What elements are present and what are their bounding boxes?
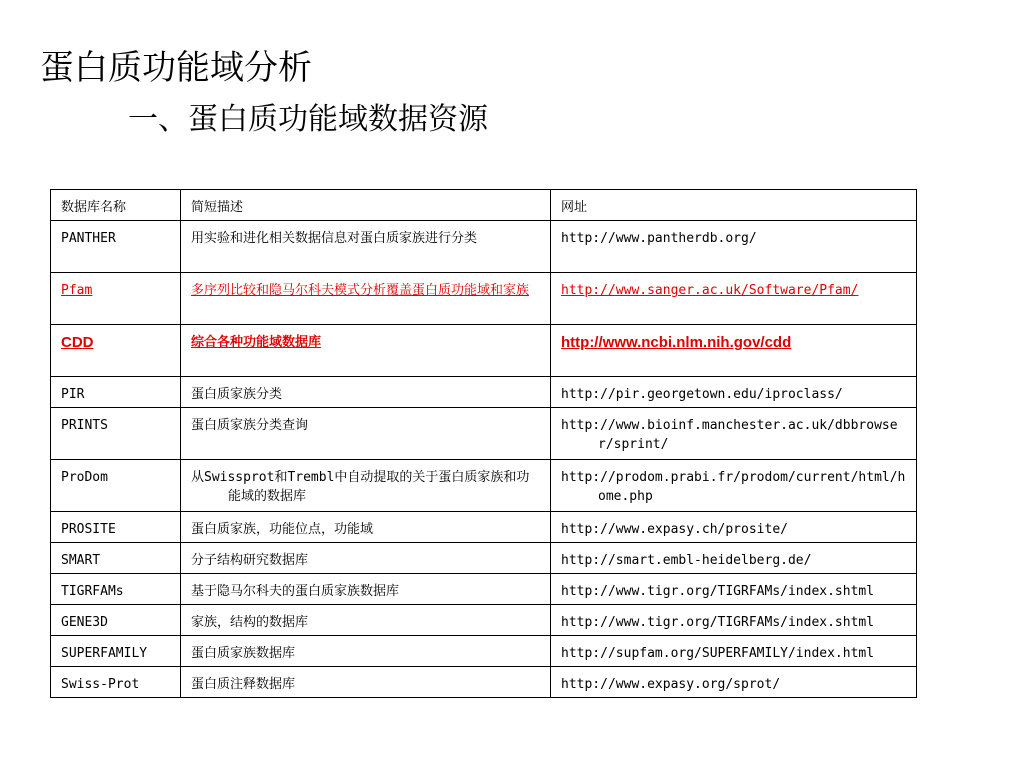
db-description: 蛋白质家族分类查询 [181,408,551,460]
db-description-text: 多序列比较和隐马尔科夫模式分析覆盖蛋白质功能域和家族 [191,283,530,298]
db-url[interactable] [551,273,917,325]
slide-title: 蛋白质功能域分析 [40,48,312,88]
db-description: 家族，结构的数据库 [181,605,551,636]
db-url[interactable] [551,325,917,377]
table-row [51,408,917,460]
table-header-row [51,190,917,221]
db-url-link[interactable]: http://www.ncbi.nlm.nih.gov/cdd [561,334,792,351]
db-description [181,273,551,325]
db-name: GENE3D [51,605,181,636]
db-name: Swiss-Prot [51,667,181,698]
db-description: 分子结构研究数据库 [181,543,551,574]
db-url-link[interactable]: http://www.sanger.ac.uk/Software/Pfam/ [561,283,859,298]
db-url: http://supfam.org/SUPERFAMILY/index.html [551,636,917,667]
table-row [51,325,917,377]
db-url: http://www.tigr.org/TIGRFAMs/index.shtml [551,605,917,636]
table-row [51,636,917,667]
db-description: 蛋白质注释数据库 [181,667,551,698]
db-description: 蛋白质家族分类 [181,377,551,408]
db-name-link[interactable]: Pfam [61,283,93,298]
db-name: ProDom [51,460,181,512]
db-name: PIR [51,377,181,408]
db-description: 蛋白质家族数据库 [181,636,551,667]
header-cell-url: 网址 [551,190,917,221]
header-cell-name: 数据库名称 [51,190,181,221]
db-url: http://prodom.prabi.fr/prodom/current/html/home.php [551,460,917,512]
table-row [51,574,917,605]
table-row [51,512,917,543]
db-name[interactable] [51,273,181,325]
db-name-link[interactable]: CDD [61,334,94,351]
slide-subtitle: 一、蛋白质功能域数据资源 [128,102,488,137]
db-description: 蛋白质家族，功能位点，功能域 [181,512,551,543]
table-row [51,377,917,408]
db-url: http://smart.embl-heidelberg.de/ [551,543,917,574]
db-name: SMART [51,543,181,574]
db-name: TIGRFAMs [51,574,181,605]
table-row [51,273,917,325]
header-cell-desc: 简短描述 [181,190,551,221]
table-row [51,667,917,698]
db-name[interactable] [51,325,181,377]
db-name: PRINTS [51,408,181,460]
table-row [51,221,917,273]
db-url: http://www.expasy.org/sprot/ [551,667,917,698]
db-url: http://www.tigr.org/TIGRFAMs/index.shtml [551,574,917,605]
db-url: http://pir.georgetown.edu/iproclass/ [551,377,917,408]
db-url: http://www.bioinf.manchester.ac.uk/dbbrowser/sprint/ [551,408,917,460]
db-description-text: 综合各种功能域数据库 [191,335,322,350]
db-description: 用实验和进化相关数据信息对蛋白质家族进行分类 [181,221,551,273]
db-url: http://www.pantherdb.org/ [551,221,917,273]
table-row [51,605,917,636]
table-row [51,543,917,574]
db-description [181,325,551,377]
db-description: 基于隐马尔科夫的蛋白质家族数据库 [181,574,551,605]
db-description: 从Swissprot和Trembl中自动提取的关于蛋白质家族和功能域的数据库 [181,460,551,512]
db-url: http://www.expasy.ch/prosite/ [551,512,917,543]
db-name: PROSITE [51,512,181,543]
table-row [51,460,917,512]
db-name: SUPERFAMILY [51,636,181,667]
database-table [50,189,917,698]
db-name: PANTHER [51,221,181,273]
